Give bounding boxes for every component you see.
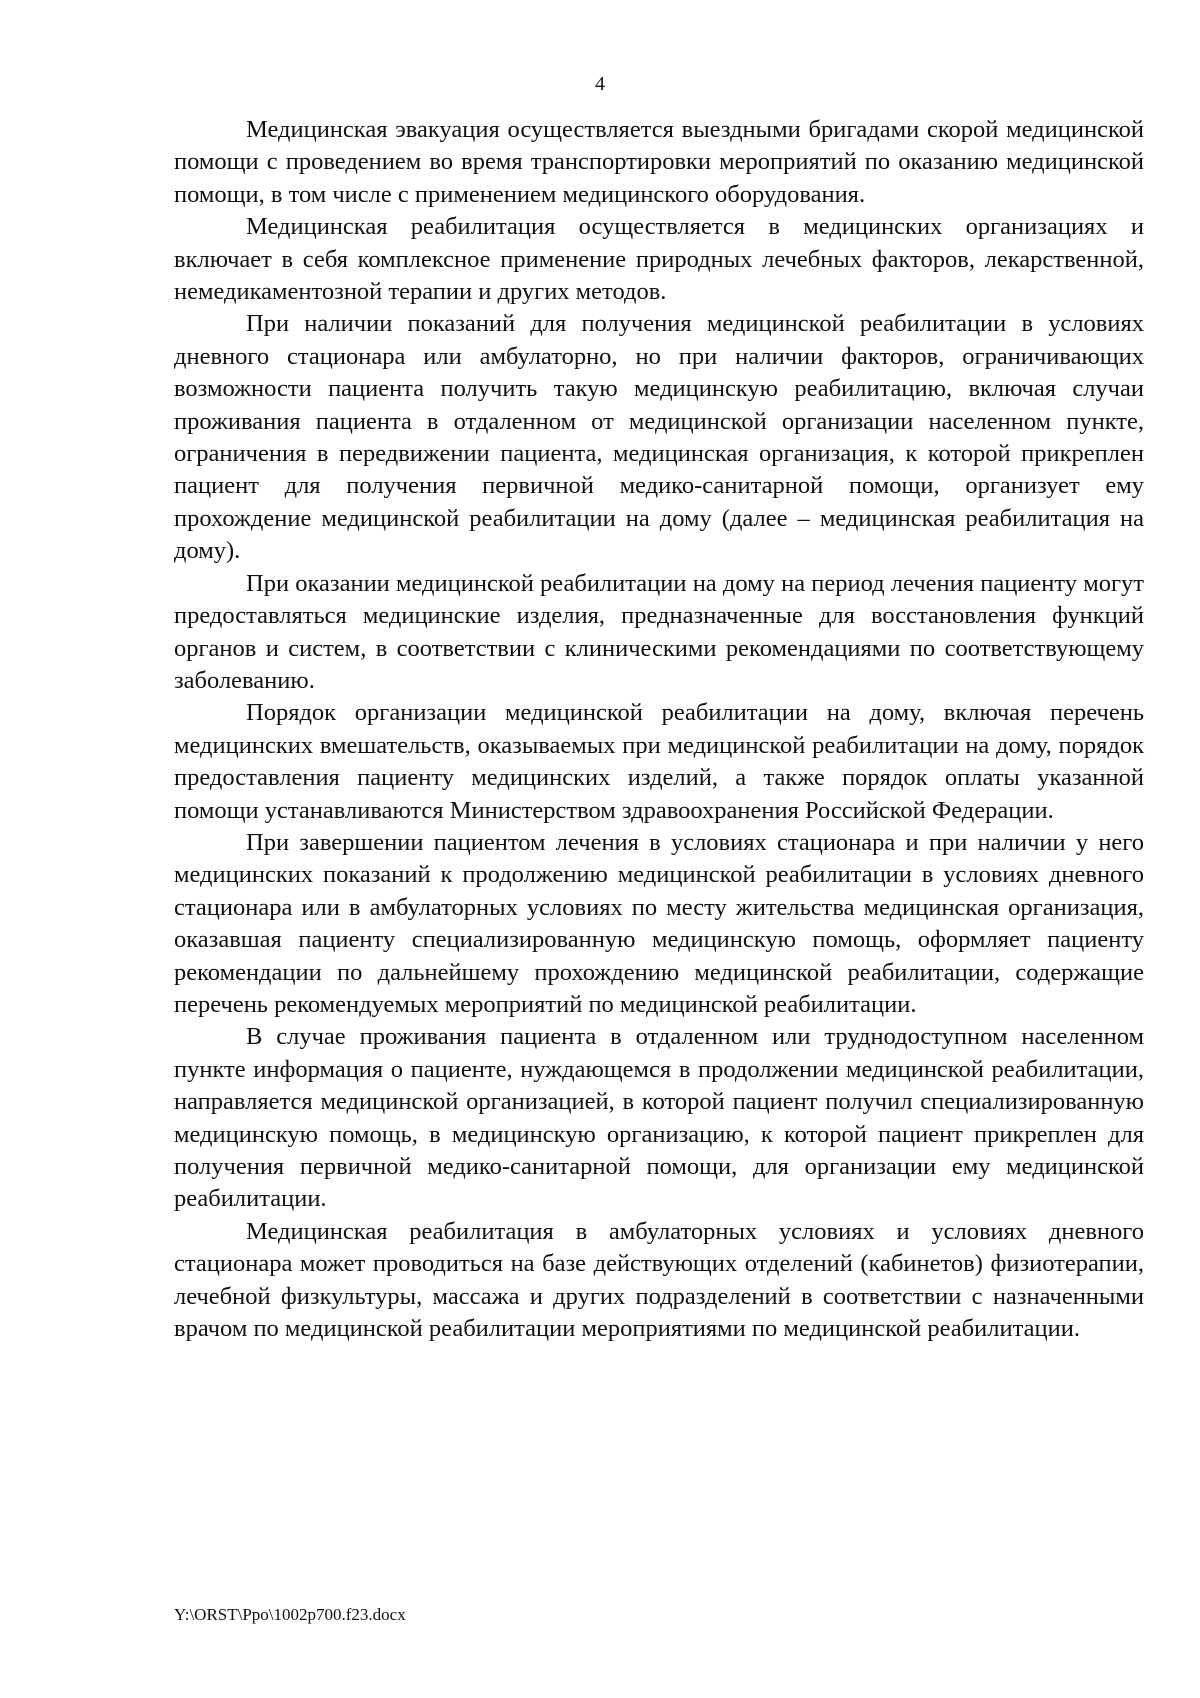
paragraph-medical-evacuation: Медицинская эвакуация осуществляется выездными бригадами скорой медицинской помощи с проведением во время транспортировки мероприятий по оказанию медицинской помощи, в том числе с применением медицинского оборудования. bbox=[174, 116, 1144, 208]
footer-file-path: Y:\ORST\Ppo\1002p700.f23.docx bbox=[174, 1605, 406, 1624]
paragraph-organization-procedure: Порядок организации медицинской реабилитации на дому, включая перечень медицинских вмешательств, оказываемых при медицинской реабилитации на дому, порядок предоставления пациенту медицинских изделий, а также порядок оплаты указанной помощи устанавливаются Министерством здравоохранения Российской Федерации. bbox=[174, 699, 1144, 824]
paragraph-outpatient-rehabilitation: Медицинская реабилитация в амбулаторных условиях и условиях дневного стационара может проводиться на базе действующих отделений (кабинетов) физиотерапии, лечебной физкультуры, массажа и других подразделений в соответствии с назначенными врачом по медицинской реабилитации мероприятиями по медицинской реабилитации. bbox=[174, 1217, 1144, 1343]
paragraph-medical-devices: При оказании медицинской реабилитации на дому на период лечения пациенту могут предоставляться медицинские изделия, предназначенные для восстановления функций органов и систем, в соответствии с клиническими рекомендациями по соответствующему заболеванию. bbox=[174, 569, 1144, 694]
paragraph-remote-settlement: В случае проживания пациента в отдаленном или труднодоступном населенном пункте информация о пациенте, нуждающемся в продолжении медицинской реабилитации, направляется медицинской организацией, в которой пациент получил специализированную медицинскую помощь, в медицинскую организацию, к которой пациент прикреплен для получения первичной медико-санитарной помощи, для организации ему медицинской реабилитации. bbox=[174, 1023, 1144, 1213]
paragraph-home-rehabilitation-indications: При наличии показаний для получения медицинской реабилитации в условиях дневного стационара или амбулаторно, но при наличии факторов, ограничивающих возможности пациента получить такую медицинскую реабилитацию, включая случаи проживания пациента в отдаленном от медицинской организации населенном пункте, ограничения в передвижении пациента, медицинская организация, к которой прикреплен пациент для получения первичной медико-санитарной помощи, организует ему прохождение медицинской реабилитации на дому (далее – медицинская реабилитация на дому). bbox=[174, 310, 1144, 565]
paragraph-inpatient-completion: При завершении пациентом лечения в условиях стационара и при наличии у него медицинских показаний к продолжению медицинской реабилитации в условиях дневного стационара или в амбулаторных условиях по месту жительства медицинская организация, оказавшая пациенту специализированную медицинскую помощь, оформляет пациенту рекомендации по дальнейшему прохождению медицинской реабилитации, содержащие перечень рекомендуемых мероприятий по медицинской реабилитации. bbox=[174, 828, 1144, 1018]
paragraph-medical-rehabilitation: Медицинская реабилитация осуществляется в медицинских организациях и включает в себя комплексное применение природных лечебных факторов, лекарственной, немедикаментозной терапии и других методов. bbox=[174, 213, 1144, 306]
page-number: 4 bbox=[595, 73, 605, 95]
document-body bbox=[174, 114, 1144, 1345]
